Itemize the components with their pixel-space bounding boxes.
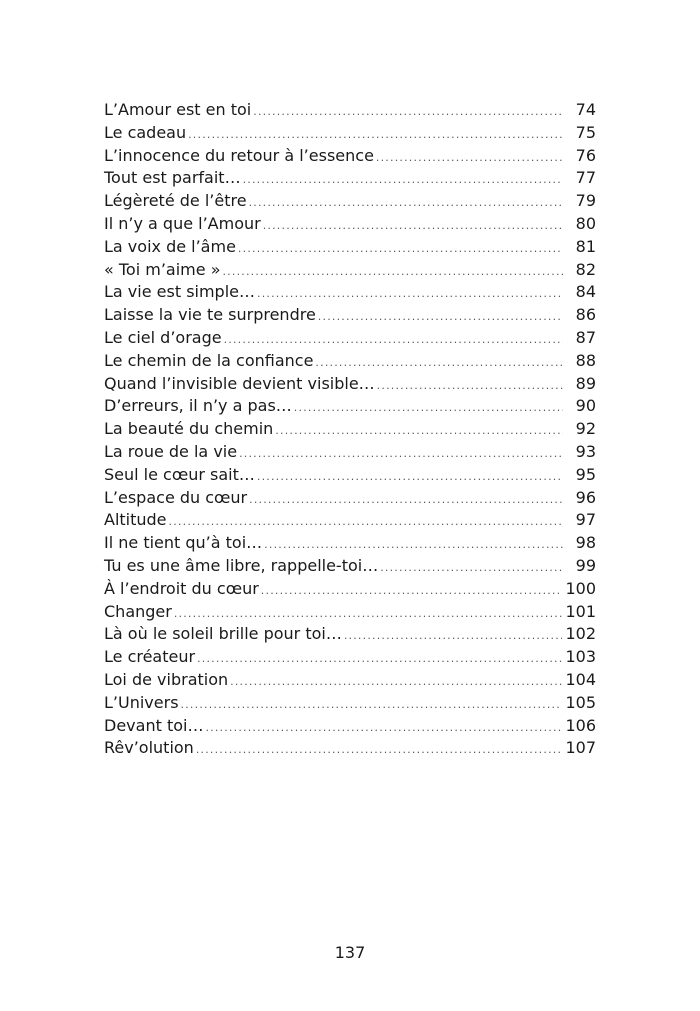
- toc-entry: [104, 441, 596, 464]
- dot-leader: [249, 192, 563, 215]
- dot-leader: [174, 603, 563, 626]
- toc-entry: [104, 646, 596, 669]
- toc-entry: [104, 487, 596, 510]
- toc-entry-title: Là où le soleil brille pour toi…: [104, 624, 342, 644]
- toc-entry: [104, 601, 596, 624]
- toc-entry: [104, 555, 596, 578]
- dot-leader: [376, 147, 563, 170]
- dot-leader: [257, 283, 563, 306]
- dot-leader: [205, 717, 562, 740]
- toc-entry-page: 99: [575, 555, 596, 575]
- toc-entry-title: À l’endroit du cœur: [104, 578, 259, 598]
- dot-leader: [275, 420, 563, 443]
- toc-entry-title: Quand l’invisible devient visible…: [104, 373, 375, 393]
- toc-entry-page: 90: [575, 396, 596, 416]
- toc-entry-page: 79: [575, 191, 596, 211]
- toc-entry-title: D’erreurs, il n’y a pas…: [104, 396, 292, 416]
- toc-entry: [104, 145, 596, 168]
- toc-entry-page: 105: [565, 692, 596, 712]
- toc-entry-title: Légèreté de l’être: [104, 191, 247, 211]
- toc-entry-title: Laisse la vie te surprendre: [104, 305, 316, 325]
- toc-entry-title: Devant toi…: [104, 715, 204, 735]
- dot-leader: [169, 511, 563, 534]
- toc-entry-page: 89: [575, 373, 596, 393]
- dot-leader: [230, 671, 562, 694]
- toc-entry-page: 88: [575, 350, 596, 370]
- toc-entry-page: 104: [565, 669, 596, 689]
- toc-entry: [104, 532, 596, 555]
- toc-entry-title: Le ciel d’orage: [104, 327, 222, 347]
- dot-leader: [181, 694, 563, 717]
- toc-entry-title: L’Amour est en toi: [104, 100, 252, 119]
- toc-entry: [104, 737, 596, 760]
- toc-entry: [104, 464, 596, 487]
- toc-entry: [104, 259, 596, 282]
- toc-entry-page: 102: [565, 624, 596, 644]
- toc-entry: [104, 281, 596, 304]
- toc-entry-title: La voix de l’âme: [104, 236, 236, 256]
- toc-entry: [104, 623, 596, 646]
- dot-leader: [224, 329, 563, 352]
- toc-entry-title: Le chemin de la confiance: [104, 350, 314, 370]
- toc-entry-title: Loi de vibration: [104, 669, 229, 689]
- toc-entry: [104, 578, 596, 601]
- toc-entry: [104, 669, 596, 692]
- toc-entry: [104, 190, 596, 213]
- toc-entry: [104, 167, 596, 190]
- toc-entry-page: 101: [565, 601, 596, 621]
- toc-entry: [104, 122, 596, 145]
- toc-entry-title: Le créateur: [104, 647, 196, 667]
- toc-entry: [104, 373, 596, 396]
- dot-leader: [222, 261, 563, 284]
- dot-leader: [188, 124, 563, 147]
- toc-entry-title: L’espace du cœur: [104, 487, 248, 507]
- dot-leader: [238, 238, 563, 261]
- dot-leader: [261, 580, 563, 603]
- toc-entry-page: 86: [575, 305, 596, 325]
- toc-entry-page: 75: [575, 122, 596, 142]
- dot-leader: [196, 739, 563, 762]
- toc-entry-page: 84: [575, 282, 596, 302]
- toc-entry-title: Seul le cœur sait…: [104, 464, 255, 484]
- dot-leader: [239, 443, 563, 466]
- toc-entry-title: L’innocence du retour à l’essence: [104, 145, 374, 165]
- toc-entry: [104, 692, 596, 715]
- dot-leader: [344, 625, 563, 648]
- dot-leader: [243, 169, 563, 192]
- toc-entry-title: Il ne tient qu’à toi…: [104, 533, 263, 553]
- page-number: 137: [334, 943, 366, 962]
- toc-entry: [104, 395, 596, 418]
- toc-entry: [104, 327, 596, 350]
- toc-entry-page: 87: [575, 327, 596, 347]
- toc-entry-page: 100: [565, 578, 596, 598]
- toc-entry-title: La beauté du chemin: [104, 419, 274, 439]
- toc-entry: [104, 715, 596, 738]
- dot-leader: [377, 375, 563, 398]
- toc-entry-title: Il n’y a que l’Amour: [104, 213, 261, 233]
- dot-leader: [249, 489, 563, 512]
- toc-entry-page: 103: [565, 647, 596, 667]
- toc-entry-page: 76: [575, 145, 596, 165]
- toc-entry-title: La roue de la vie: [104, 441, 238, 461]
- dot-leader: [257, 466, 563, 489]
- toc-entry-page: 92: [575, 419, 596, 439]
- toc-entry-page: 93: [575, 441, 596, 461]
- toc-entry-page: 95: [575, 464, 596, 484]
- dot-leader: [264, 534, 563, 557]
- dot-leader: [263, 215, 563, 238]
- toc-entry-title: La vie est simple…: [104, 282, 255, 302]
- toc-entry-title: Altitude: [104, 510, 167, 530]
- toc-entry: [104, 418, 596, 441]
- toc-entry-title: L’Univers: [104, 692, 179, 712]
- toc-entry-page: 96: [575, 487, 596, 507]
- dot-leader: [380, 557, 563, 580]
- toc-entry-title: Tu es une âme libre, rappelle-toi…: [104, 555, 379, 575]
- toc-entry-page: 106: [565, 715, 596, 735]
- toc-entry-page: 82: [575, 259, 596, 279]
- toc-entry-page: 80: [575, 213, 596, 233]
- toc-entry: [104, 509, 596, 532]
- toc-entry: [104, 99, 596, 122]
- toc-entry-title: Le cadeau: [104, 122, 187, 142]
- toc-entry-title: Rêv’olution: [104, 738, 194, 758]
- toc-entry-page: 97: [575, 510, 596, 530]
- table-of-contents: [104, 99, 596, 760]
- dot-leader: [253, 101, 563, 124]
- toc-entry: [104, 213, 596, 236]
- toc-entry: [104, 350, 596, 373]
- toc-entry-title: Changer: [104, 601, 172, 621]
- toc-entry-page: 77: [575, 168, 596, 188]
- toc-entry: [104, 304, 596, 327]
- dot-leader: [197, 648, 562, 671]
- toc-entry-page: 81: [575, 236, 596, 256]
- toc-entry-page: 107: [565, 738, 596, 758]
- toc-entry-title: « Toi m’aime »: [104, 259, 221, 279]
- toc-entry-page: 74: [575, 100, 596, 119]
- dot-leader: [294, 397, 563, 420]
- dot-leader: [315, 352, 563, 375]
- toc-entry: [104, 236, 596, 259]
- dot-leader: [318, 306, 563, 329]
- toc-entry-page: 98: [575, 533, 596, 553]
- toc-entry-title: Tout est parfait…: [104, 168, 241, 188]
